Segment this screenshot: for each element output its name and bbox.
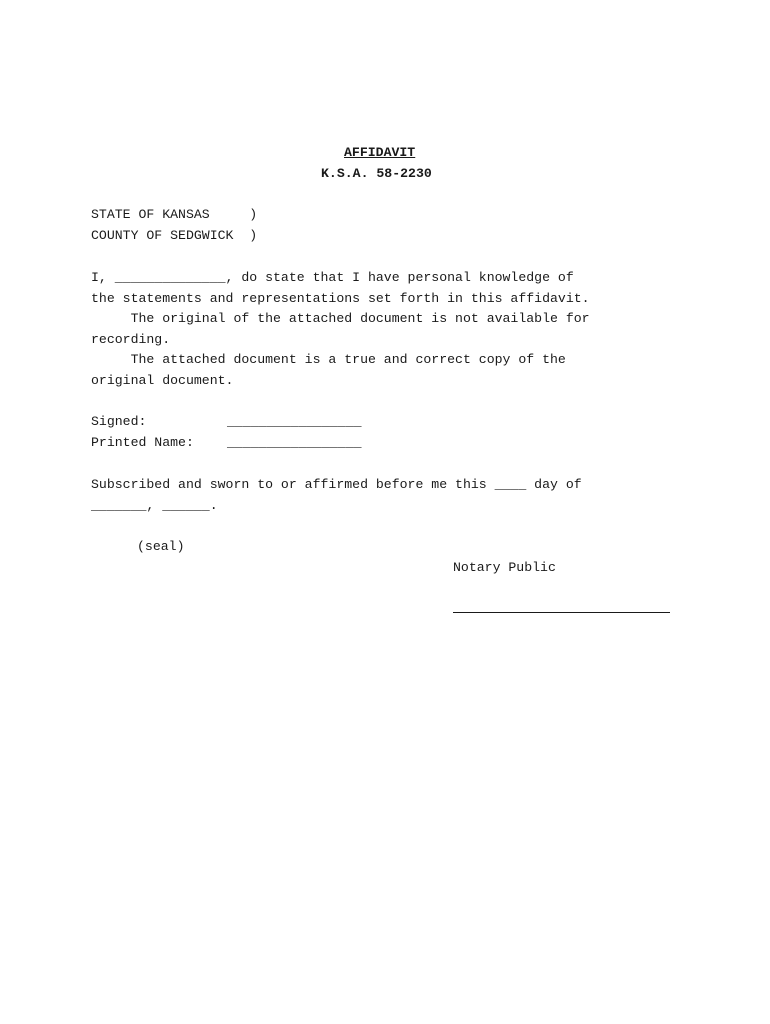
venue-county: COUNTY OF SEDGWICK ) <box>91 228 258 243</box>
body-line-5: The attached document is a true and correct copy of the <box>91 352 566 367</box>
document-title: AFFIDAVIT <box>344 145 416 160</box>
signed-blank: _________________ <box>227 414 362 429</box>
jurat-line-2: _______, ______. <box>91 498 218 513</box>
signed-label: Signed: <box>91 414 147 429</box>
notary-public-label: Notary Public <box>453 560 556 575</box>
body-line-6: original document. <box>91 373 234 388</box>
venue-state: STATE OF KANSAS ) <box>91 207 258 222</box>
body-line-2: the statements and representations set forth in this affidavit. <box>91 291 590 306</box>
jurat-line-1: Subscribed and sworn to or affirmed before me this ____ day of <box>91 477 582 492</box>
body-line-4: recording. <box>91 332 171 347</box>
printed-name-blank: _________________ <box>227 435 362 450</box>
body-line-1: I, ______________, do state that I have personal knowledge of <box>91 270 574 285</box>
printed-name-label: Printed Name: <box>91 435 194 450</box>
body-line-3: The original of the attached document is not available for <box>91 311 590 326</box>
seal-placeholder: (seal) <box>137 539 185 554</box>
notary-signature-line <box>453 612 670 613</box>
statute-reference: K.S.A. 58-2230 <box>321 166 432 181</box>
